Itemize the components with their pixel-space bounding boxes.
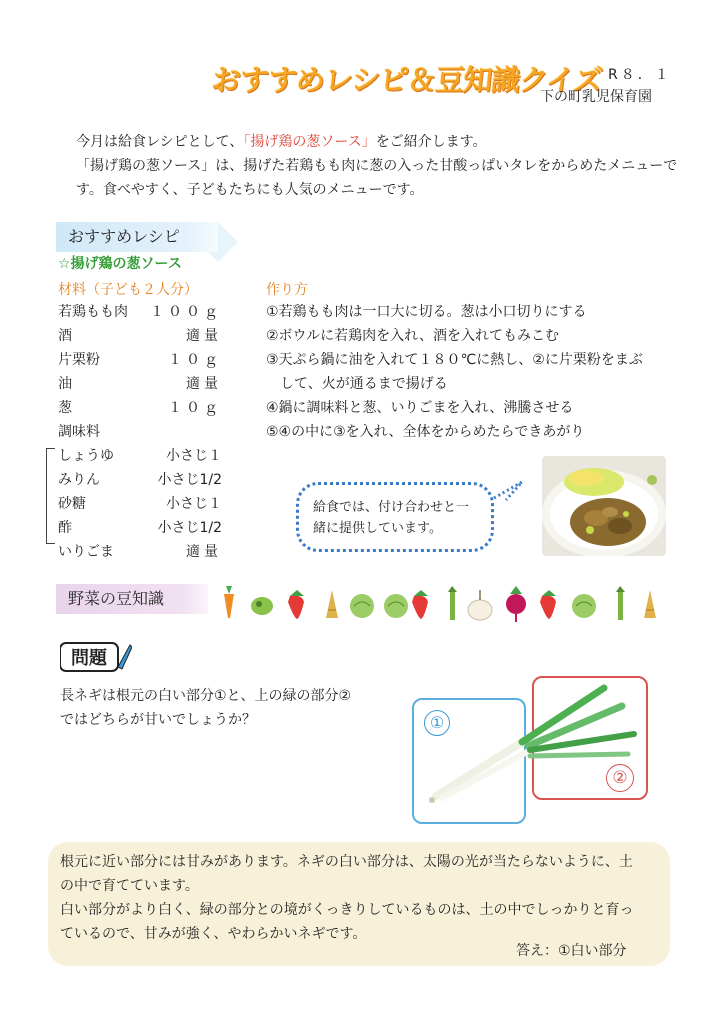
bamboo-shoot-icon — [644, 590, 656, 618]
ingredient-amount: １００ｇ — [150, 304, 222, 320]
ingredient-name: 片栗粉 — [58, 352, 100, 368]
intro-highlight: 「揚げ鶏の葱ソース」 — [243, 134, 376, 150]
seasoning-row — [58, 492, 222, 516]
ingredient-name: 酒 — [58, 328, 72, 344]
seasoning-amount: 小さじ１ — [166, 448, 222, 464]
explanation-line: 根元に近い部分には甘みがあります。ネギの白い部分は、太陽の光が当たらないように、土 — [60, 854, 633, 870]
seasoning-amount: 小さじ1/2 — [157, 520, 222, 536]
seasoning-row — [58, 516, 222, 540]
explanation-line: ているので、甘みが強く、やわらかいネギです。 — [60, 926, 367, 942]
ingredient-name: 調味料 — [58, 424, 100, 440]
ingredient-name: 若鶏もも肉 — [58, 304, 128, 320]
label-two: ② — [606, 764, 634, 792]
step-item: ①若鶏もも肉は一口大に切る。葱は小口切りにする — [266, 304, 587, 320]
asparagus-icon — [448, 586, 457, 620]
ingredient-row — [58, 540, 222, 564]
bean-icon — [251, 597, 273, 615]
serving-note-bubble — [296, 482, 494, 552]
cabbage-icon — [384, 594, 408, 618]
seasoning-name: みりん — [58, 472, 100, 488]
question-text — [60, 684, 351, 732]
intro-line2: 「揚げ鶏の葱ソース」は、揚げた若鶏もも肉に葱の入った甘酸っぱいタレをからめたメニューです。食べやすく、子どもたちにも人気のメニューです。 — [76, 158, 678, 198]
strawberry-icon — [540, 590, 556, 619]
steps-title: 作り方 — [266, 282, 308, 298]
answer-text: 答え：①白い部分 — [516, 943, 627, 959]
bamboo-shoot-icon — [326, 590, 338, 618]
ingredient-amount: １０ｇ — [168, 400, 222, 416]
ingredient-row — [58, 300, 222, 324]
dish-photo — [542, 456, 666, 556]
ingredient-row — [58, 420, 222, 444]
cabbage-icon — [350, 594, 374, 618]
question-line: 長ネギは根元の白い部分①と、上の緑の部分② — [60, 688, 352, 704]
bubble-line: 給食では、付け合わせと一 — [313, 500, 470, 515]
question-label-icon — [60, 641, 132, 673]
ingredient-amount: １０ｇ — [168, 352, 222, 368]
seasoning-row — [58, 444, 222, 468]
vegetable-icons-row — [214, 582, 694, 622]
leek-illustration — [412, 676, 644, 826]
garlic-icon — [468, 590, 492, 620]
intro-line1-pre: 今月は給食レシピとして、 — [76, 134, 244, 150]
radish-icon — [506, 586, 526, 622]
page-title: おすすめレシピ＆豆知識クイズ — [210, 63, 604, 97]
ingredient-name: 葱 — [58, 400, 72, 416]
ingredient-name: いりごま — [58, 544, 114, 560]
seasoning-name: 酢 — [58, 520, 72, 536]
strawberry-icon — [288, 590, 304, 619]
ingredient-name: 油 — [58, 376, 72, 392]
cabbage-icon — [572, 594, 596, 618]
ingredient-amount: 適量 — [186, 544, 222, 560]
ingredient-row — [58, 396, 222, 420]
bubble-line: 緒に提供しています。 — [313, 521, 442, 536]
seasoning-row — [58, 468, 222, 492]
ingredient-row — [58, 348, 222, 372]
explanation-line: 白い部分がより白く、緑の部分との境がくっきりしているものは、土の中でしっかりと育っ — [60, 902, 634, 918]
explanation-line: の中で育てています。 — [60, 878, 199, 894]
step-item: ④鍋に調味料と葱、いりごまを入れ、沸騰させる — [266, 400, 574, 416]
step-item: ②ボウルに若鶏肉を入れ、酒を入れてもみこむ — [266, 328, 559, 344]
intro-text — [60, 130, 680, 202]
step-item: ⑤④の中に③を入れ、全体をからめたらできあがり — [266, 424, 585, 440]
ingredient-row — [58, 324, 222, 348]
step-item: ③天ぷら鍋に油を入れて１８０℃に熱し、②に片栗粉をまぶ — [266, 352, 643, 368]
carrot-icon — [224, 586, 234, 618]
trivia-section-heading: 野菜の豆知識 — [56, 584, 208, 614]
intro-line1-post: をご紹介します。 — [375, 134, 487, 150]
issue-date: R８．１ — [608, 67, 672, 83]
ingredients-title: 材料（子ども２人分） — [58, 282, 198, 298]
ingredient-amount: 適量 — [186, 376, 222, 392]
svg-text:問題: 問題 — [71, 648, 107, 669]
ingredient-row — [58, 372, 222, 396]
question-line: ではどちらが甘いでしょうか？ — [60, 712, 256, 728]
ingredient-amount: 適量 — [186, 328, 222, 344]
strawberry-icon — [412, 590, 428, 619]
recipe-name: ☆揚げ鶏の葱ソース — [58, 256, 182, 272]
recipe-section-heading: おすすめレシピ — [56, 222, 218, 252]
bubble-tail — [492, 478, 526, 502]
asparagus-icon — [616, 586, 625, 620]
label-one: ① — [424, 710, 450, 736]
seasoning-name: しょうゆ — [58, 448, 114, 464]
school-name: 下の町乳児保育園 — [540, 89, 652, 105]
seasoning-amount: 小さじ1/2 — [157, 472, 222, 488]
seasoning-name: 砂糖 — [58, 496, 86, 512]
seasoning-amount: 小さじ１ — [166, 496, 222, 512]
step-item: して、火が通るまで揚げる — [266, 376, 448, 392]
seasoning-bracket — [46, 448, 55, 544]
